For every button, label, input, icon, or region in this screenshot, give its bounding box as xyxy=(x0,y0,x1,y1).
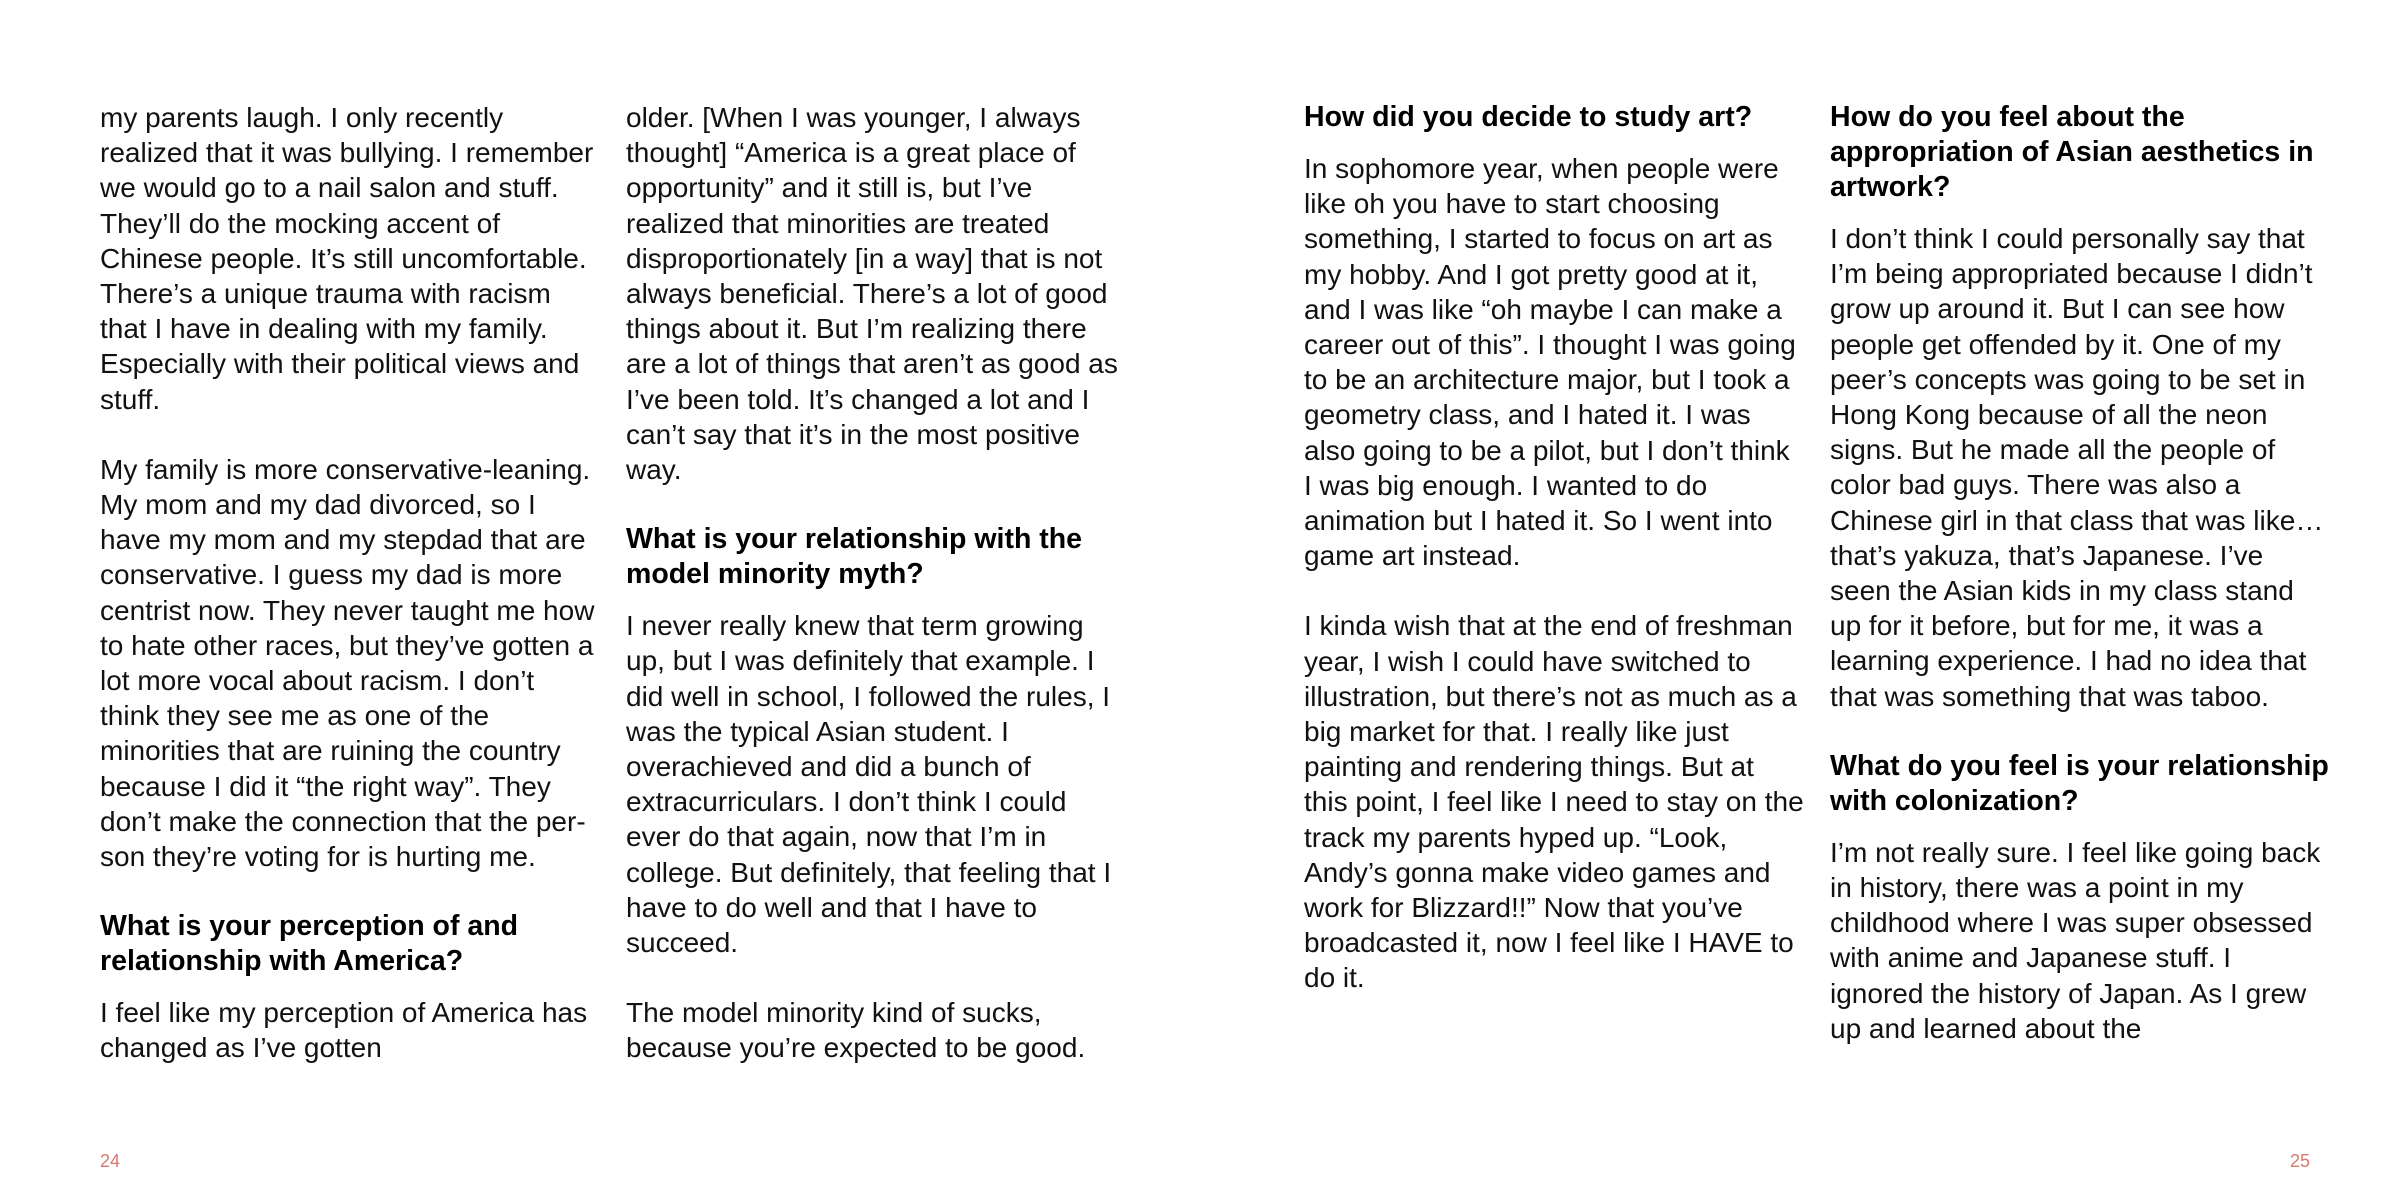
paragraph: The model minority kind of sucks, because you’re expected to be good. xyxy=(626,997,1086,1064)
paragraph: I feel like my perception of America has changed as I’ve gotten xyxy=(100,997,588,1064)
question-heading: How did you decide to study art? xyxy=(1304,101,1753,133)
question-heading: What is your perception of and relationship with America? xyxy=(100,910,519,978)
column-2 xyxy=(626,100,1126,1066)
question-heading: What do you feel is your relationship with colonization? xyxy=(1830,749,2329,817)
paragraph: I never really knew that term growing up, but I was definitely that example. I did well in school, I followed the rules, I was the typical Asian student. I overachieved and did a bunch of extracurriculars. I don’t think I could ever do that again, now that I’m in college. But definitely, that feeling that I have to do well and that I have to succeed. xyxy=(626,610,1112,959)
page-number-right: 25 xyxy=(2289,1151,2310,1171)
column-1 xyxy=(100,100,600,1066)
paragraph: I don’t think I could personally say that I’m being appropriated because I didn’t grow up around it. But I can see how people get offended by it. One of my peer’s concepts was going to be set in Hong Kong because of all the neon signs. But he made all the people of color bad guys. There was also a Chinese girl in that class that was like… that’s yakuza, that’s Japanese. I’ve seen the Asian kids in my class stand up for it before, but for me, it was a learning experience. I had no idea that that was something that was taboo. xyxy=(1830,223,2324,712)
paragraph: older. [When I was younger, I always thought] “America is a great place of opportunity” and it still is, but I’ve realized that minorities are treated disproportionately [in a way] that is not always beneficial. There’s a lot of good things about it. But I’m realizing there are a lot of things that aren’t as good as I’ve been told. It’s changed a lot and I can’t say that it’s in the most positive way. xyxy=(626,102,1118,486)
column-3 xyxy=(1304,100,1804,996)
paragraph: My family is more conservative-leaning. My mom and my dad divorced, so I have my mom and my stepdad that are conservative. I guess my dad is more centrist now. They never taught me how to hate other races, but they’ve gotten a lot more vocal about racism. I don’t think they see me as one of the minorities that are ruining the country because I did it “the right way”. They don’t make the connection that the person they’re voting for is hurting me. xyxy=(100,453,595,873)
paragraph: In sophomore year, when people were like oh you have to start choosing something, I started to focus on art as my hobby. And I got pretty good at it, and I was like “oh maybe I can make a career out of this”. I thought I was going to be an architecture major, but I took a geometry class, and I hated it. I was also going to be a pilot, but I don’t think I was big enough. I wanted to do animation but I hated it. So I went into game art instead. xyxy=(1304,153,1796,572)
paragraph: my parents laugh. I only recently realized that it was bullying. I remember we would go to a nail salon and stuff. They’ll do the mocking accent of Chinese people. It’s still uncomfortable. There’s a unique trauma with racism that I have in dealing with my family. Especially with their political views and stuff. xyxy=(100,102,594,415)
question-heading: How do you feel about the appropriation of Asian aesthetics in artwork? xyxy=(1830,101,2314,203)
column-4 xyxy=(1830,100,2330,1046)
paragraph: I kinda wish that at the end of freshman year, I wish I could have switched to illustration, but there’s not as much as a big market for that. I really like just painting and rendering things. But at this point, I feel like I need to stay on the track my parents hyped up. “Look, Andy’s gonna make video games and work for Blizzard!!” Now that you’ve broadcasted it, now I feel like I HAVE to do it. xyxy=(1304,610,1804,994)
paragraph: I’m not really sure. I feel like going back in history, there was a point in my childhood where I was super obsessed with anime and Japanese stuff. I ignored the history of Japan. As I grew up and learned about the xyxy=(1830,836,2321,1044)
page-number-left: 24 xyxy=(100,1151,121,1171)
question-heading: What is your relationship with the model minority myth? xyxy=(626,523,1083,591)
